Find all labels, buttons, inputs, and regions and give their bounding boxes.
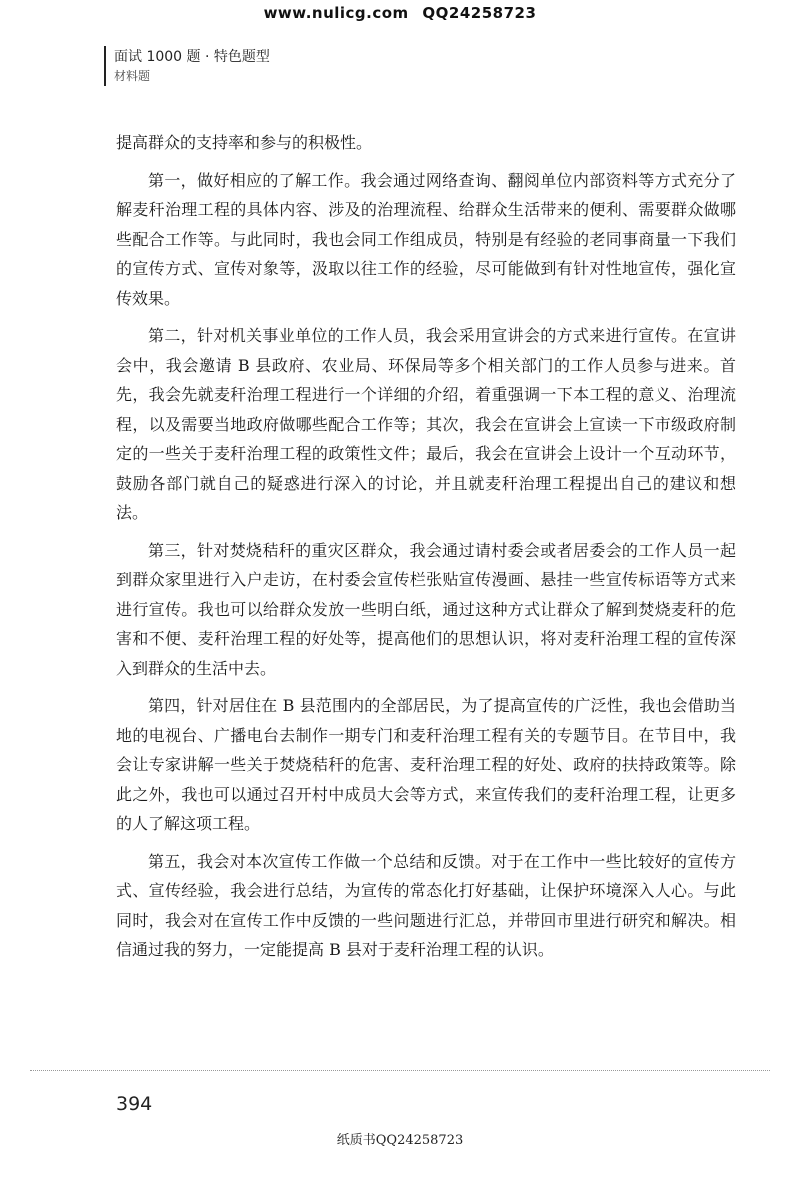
- footer-dotted-rule: [30, 1070, 770, 1071]
- watermark-site: www.nulicg.com: [263, 4, 409, 22]
- running-header-subtitle: 材料题: [114, 69, 151, 83]
- paragraph-step-4: 第四，针对居住在 B 县范围内的全部居民，为了提高宣传的广泛性，我也会借助当地的电视台、广播电台去制作一期专门和麦秆治理工程有关的专题节目。在节目中，我会让专家讲解一些关于焚烧秸秆的危害、麦秆治理工程的好处、政府的扶持政策等。除此之外，我也可以通过召开村中成员大会等方式，来宣传我们的麦秆治理工程，让更多的人了解这项工程。: [116, 696, 736, 833]
- body-text: [116, 128, 736, 973]
- page-number: 394: [116, 1093, 153, 1115]
- paragraph-step-5: 第五，我会对本次宣传工作做一个总结和反馈。对于在工作中一些比较好的宣传方式、宣传经验，我会进行总结，为宣传的常态化打好基础，让保护环境深入人心。与此同时，我会对在宣传工作中反馈的一些问题进行汇总，并带回市里进行研究和解决。相信通过我的努力，一定能提高 B 县对于麦秆治理工程的认识。: [116, 851, 736, 959]
- paragraph-step-1: 第一，做好相应的了解工作。我会通过网络查询、翻阅单位内部资料等方式充分了解麦秆治理工程的具体内容、涉及的治理流程、给群众生活带来的便利、需要群众做哪些配合工作等。与此同时，我也会同工作组成员，特别是有经验的老同事商量一下我们的宣传方式、宣传对象等，汲取以往工作的经验，尽可能做到有针对性地宣传，强化宣传效果。: [116, 170, 736, 308]
- header-divider: [104, 46, 106, 86]
- watermark-qq: QQ24258723: [422, 4, 537, 22]
- footer-watermark: 纸质书QQ24258723: [336, 1133, 464, 1148]
- paragraph-step-3: 第三，针对焚烧秸秆的重灾区群众，我会通过请村委会或者居委会的工作人员一起到群众家里进行入户走访，在村委会宣传栏张贴宣传漫画、悬挂一些宣传标语等方式来进行宣传。我也可以给群众发放一些明白纸，通过这种方式让群众了解到焚烧麦秆的危害和不便、麦秆治理工程的好处等，提高他们的思想认识，将对麦秆治理工程的宣传深入到群众的生活中去。: [116, 540, 736, 678]
- running-header-title: 面试 1000 题 · 特色题型: [114, 49, 270, 65]
- watermark-banner: [0, 4, 800, 22]
- paragraph-continuation: 提高群众的支持率和参与的积极性。: [116, 133, 373, 152]
- paragraph-step-2: 第二，针对机关事业单位的工作人员，我会采用宣讲会的方式来进行宣传。在宣讲会中，我会邀请 B 县政府、农业局、环保局等多个相关部门的工作人员参与进来。首先，我会先就麦秆治理工程进行一个详细的介绍，着重强调一下本工程的意义、治理流程，以及需要当地政府做哪些配合工作等；其次，我会在宣讲会上宣读一下市级政府制定的一些关于麦秆治理工程的政策性文件；最后，我会在宣讲会上设计一个互动环节，鼓励各部门就自己的疑惑进行深入的讨论，并且就麦秆治理工程提出自己的建议和想法。: [116, 326, 736, 522]
